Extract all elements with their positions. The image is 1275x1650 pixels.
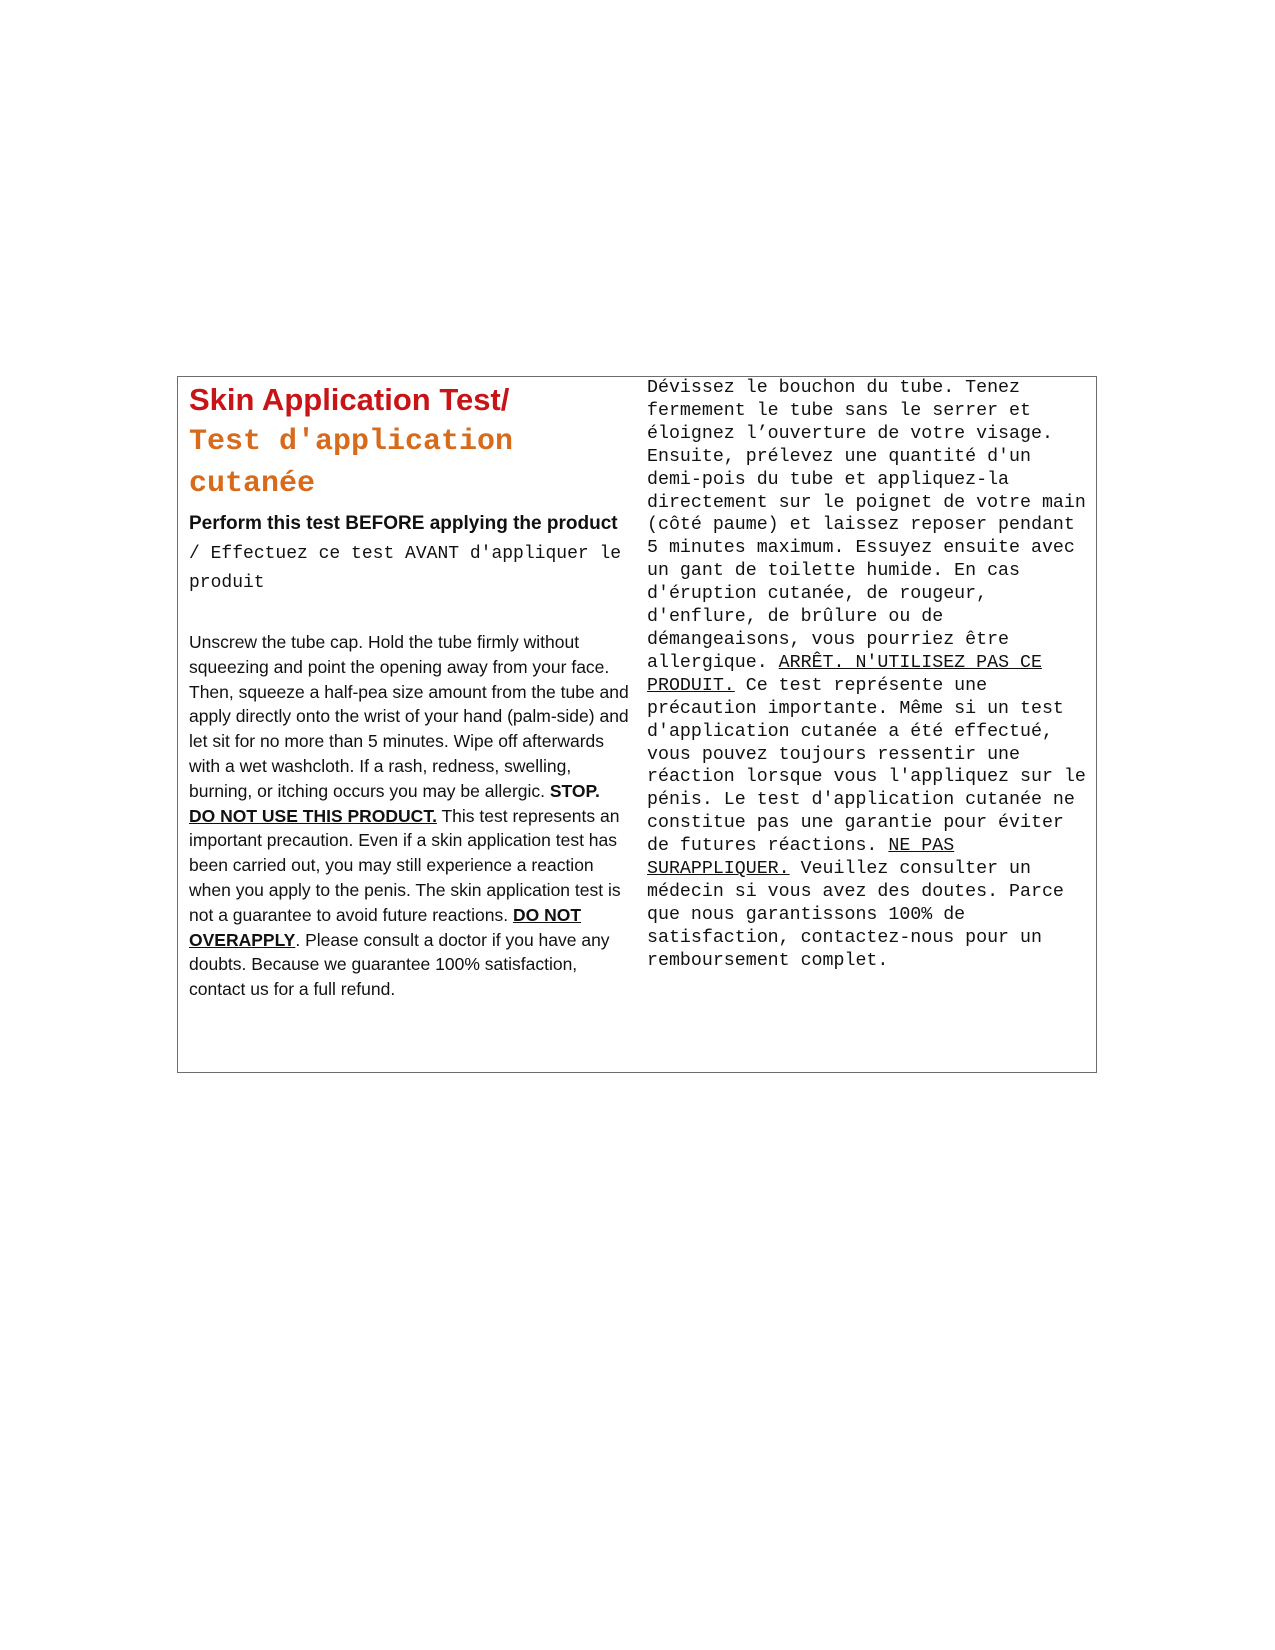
instructions-french [647,377,1092,973]
instructions-english-part3: . Please consult a doctor if you have any doubts. Because we guarantee 100% satisfaction, contact us for a full refund. [189,929,610,1000]
subtitle-separator: / [189,544,211,564]
english-column [189,379,629,1002]
subtitle [189,510,629,597]
stop-warning: STOP. [549,780,600,801]
do-not-overapply-warning: DO NOT OVERAPPLY [189,904,582,950]
instructions-english [189,630,629,1002]
title-french: Test d'application cutanée [189,425,514,501]
subtitle-english: Perform this test BEFORE applying the product [189,513,618,534]
title-english: Skin Application Test/ [189,382,510,417]
instructions-french-part1: Dévissez le bouchon du tube. Tenez fermement le tube sans le serrer et éloignez l’ouverture de votre visage. Ensuite, prélevez une quantité d'un demi-pois du tube et appliquez-la directement sur le poignet de votre main (côté paume) et laissez reposer pendant 5 minutes maximum. Essuyez ensuite avec un gant de toilette humide. En cas d'éruption cutanée, de rougeur, d'enflure, de brûlure ou de démangeaisons, vous pourriez être allergique. [647,378,1086,673]
instructions-english-part1: Unscrew the tube cap. Hold the tube firmly without squeezing and point the opening away from your face. Then, squeeze a half-pea size amount from the tube and apply directly onto the wrist of your hand (palm-side) and let sit for no more than 5 minutes. Wipe off afterwards with a wet washcloth. If a rash, redness, swelling, burning, or itching occurs you may be allergic. [189,632,629,801]
instructions-french-part3: Veuillez consulter un médecin si vous avez des doutes. Parce que nous garantissons 100% de satisfaction, contactez-nous pour un remboursement complet. [647,859,1064,971]
instruction-card [177,376,1097,1073]
instructions-english-part2: This test represents an important precaution. Even if a skin application test has been carried out, you may still experience a reaction when you apply to the penis. The skin application test is not a guarantee to avoid future reactions. [189,805,621,925]
french-column [647,377,1092,973]
ne-pas-surappliquer-warning: NE PAS SURAPPLIQUER. [647,836,955,880]
instructions-french-part2: Ce test représente une précaution importante. Même si un test d'application cutanée a été effectué, vous pouvez toujours ressentir une réaction lorsque vous l'appliquez sur le pénis. Le test d'application cutanée ne constitue pas une garantie pour éviter de futures réactions. [647,675,1086,857]
subtitle-french: Effectuez ce test AVANT d'appliquer le produit [189,544,622,593]
do-not-use-warning: DO NOT USE THIS PRODUCT. [189,805,437,826]
arret-warning: ARRÊT. N'UTILISEZ PAS CE PRODUIT. [647,652,1042,696]
